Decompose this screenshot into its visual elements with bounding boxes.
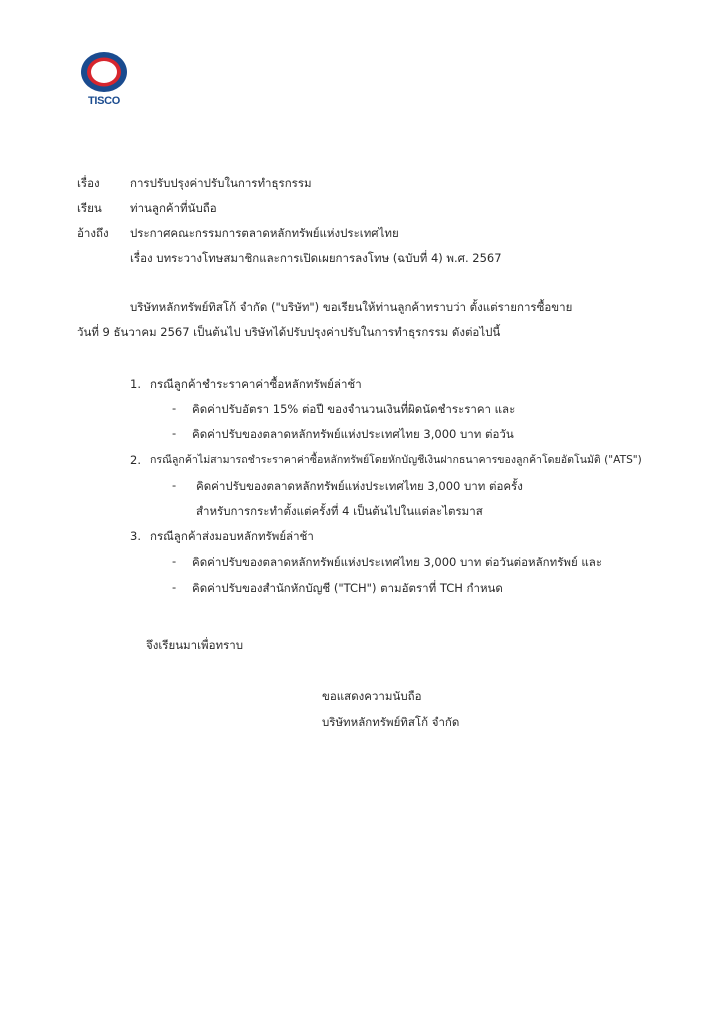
item2-sub1: คิดค่าปรับของตลาดหลักทรัพย์แห่งประเทศไทย 3,000 บาท ต่อครั้ง: [196, 479, 523, 493]
item3-number: 3.: [130, 529, 141, 543]
item3-sub2: คิดค่าปรับของสำนักหักบัญชี ("TCH") ตามอัตราที่ TCH กำหนด: [192, 581, 503, 595]
item3-sub1: คิดค่าปรับของตลาดหลักทรัพย์แห่งประเทศไทย 3,000 บาท ต่อวันต่อหลักทรัพย์ และ: [192, 555, 603, 569]
subject-value: การปรับปรุงค่าปรับในการทำธุรกรรม: [130, 176, 312, 190]
item1-sub1-dash: -: [172, 401, 177, 415]
item2-sub1-dash: -: [172, 478, 177, 492]
item3-sub1-dash: -: [172, 554, 177, 568]
item3-sub2-dash: -: [172, 580, 177, 594]
closing-company: บริษัทหลักทรัพย์ทิสโก้ จำกัด: [322, 715, 460, 729]
to-label: เรียน: [77, 201, 102, 215]
item2-title: กรณีลูกค้าไม่สามารถชำระราคาค่าซื้อหลักทรัพย์โดยหักบัญชีเงินฝากธนาคารของลูกค้าโดยอัตโนมัติ ("ATS"): [150, 454, 642, 466]
item1-title: กรณีลูกค้าชำระราคาค่าซื้อหลักทรัพย์ล่าช้า: [150, 377, 362, 391]
to-value: ท่านลูกค้าที่นับถือ: [130, 201, 217, 215]
reference-value-line1: ประกาศคณะกรรมการตลาดหลักทรัพย์แห่งประเทศไทย: [130, 226, 399, 240]
item1-sub2: คิดค่าปรับของตลาดหลักทรัพย์แห่งประเทศไทย 3,000 บาท ต่อวัน: [192, 427, 514, 441]
logo-text: TISCO: [87, 95, 121, 107]
item1-sub2-dash: -: [172, 426, 177, 440]
item2-sub1-continuation: สำหรับการกระทำตั้งแต่ครั้งที่ 4 เป็นต้นไปในแต่ละไตรมาส: [196, 504, 483, 518]
intro-line-1: บริษัทหลักทรัพย์ทิสโก้ จำกัด ("บริษัท") ขอเรียนให้ท่านลูกค้าทราบว่า ตั้งแต่รายการซื้อขาย: [130, 300, 573, 314]
intro-line-2: วันที่ 9 ธันวาคม 2567 เป็นต้นไป บริษัทได้ปรับปรุงค่าปรับในการทำธุรกรรม ดังต่อไปนี้: [77, 325, 501, 339]
closing-regards: ขอแสดงความนับถือ: [322, 689, 422, 703]
item2-number: 2.: [130, 453, 141, 467]
item3-title: กรณีลูกค้าส่งมอบหลักทรัพย์ล่าช้า: [150, 529, 314, 543]
subject-label: เรื่อง: [77, 176, 100, 190]
item1-sub1: คิดค่าปรับอัตรา 15% ต่อปี ของจำนวนเงินที่ผิดนัดชำระราคา และ: [192, 402, 516, 416]
item1-number: 1.: [130, 377, 141, 391]
reference-label: อ้างถึง: [77, 226, 109, 240]
closing-note: จึงเรียนมาเพื่อทราบ: [146, 638, 244, 652]
reference-value-line2: เรื่อง บทระวางโทษสมาชิกและการเปิดเผยการลงโทษ (ฉบับที่ 4) พ.ศ. 2567: [130, 251, 502, 265]
